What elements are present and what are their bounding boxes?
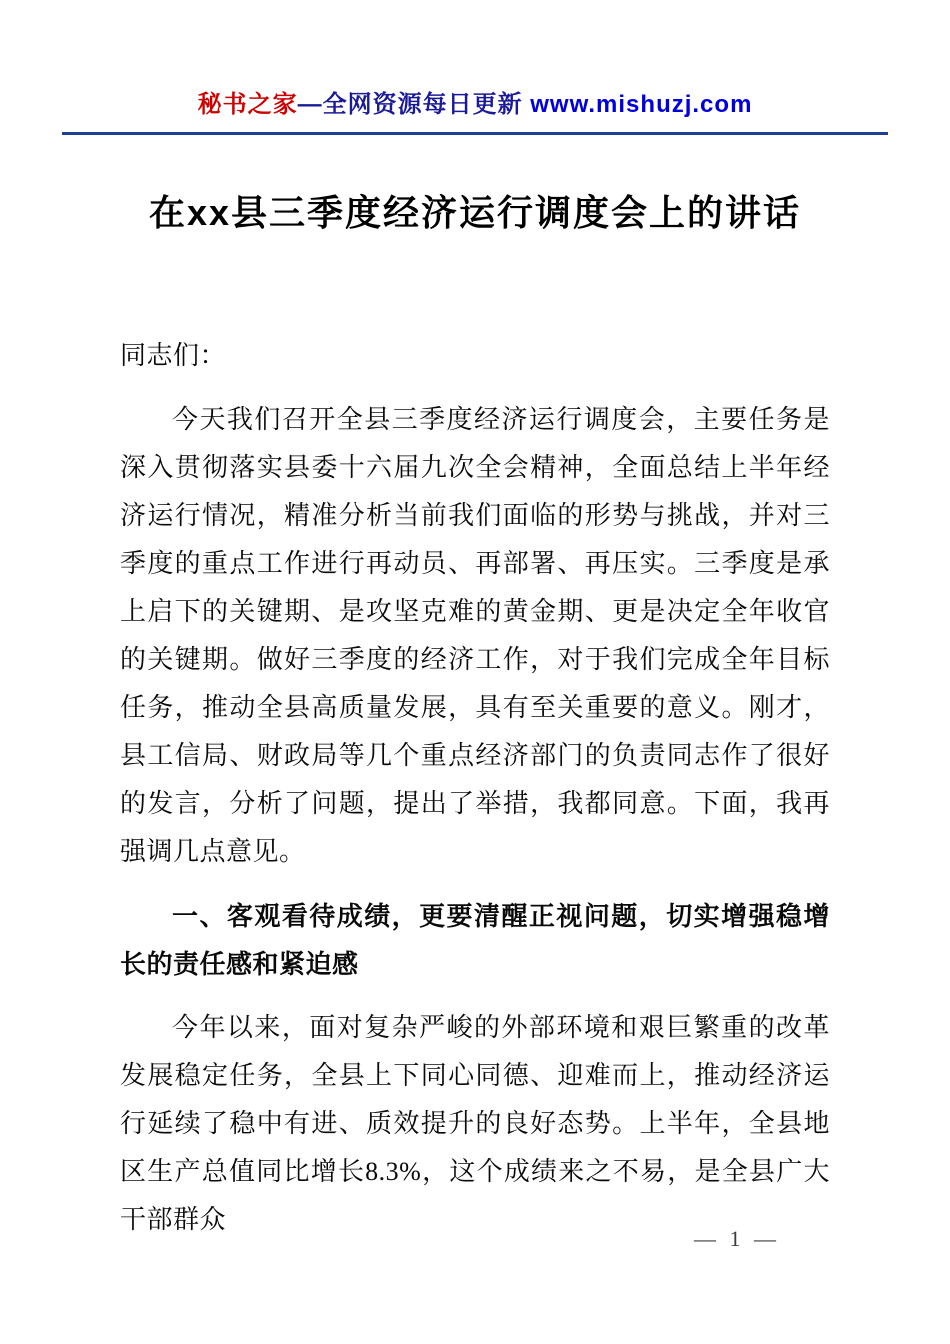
document-body xyxy=(120,332,830,1244)
header-divider xyxy=(62,132,888,135)
page-footer xyxy=(694,1226,780,1252)
site-header xyxy=(0,0,950,119)
site-url-link[interactable]: www.mishuzj.com xyxy=(530,91,753,118)
site-tagline: —全网资源每日更新 xyxy=(297,91,531,118)
site-brand: 秘书之家 xyxy=(197,91,298,118)
paragraph-1: 今天我们召开全县三季度经济运行调度会，主要任务是深入贯彻落实县委十六届九次全会精神，全面总结上半年经济运行情况，精准分析当前我们面临的形势与挑战，并对三季度的重点工作进行再动员、再部署、再压实。三季度是承上启下的关键期、是攻坚克难的黄金期、更是决定全年收官的关键期。做好三季度的经济工作，对于我们完成全年目标任务，推动全县高质量发展，具有至关重要的意义。刚才，县工信局、财政局等几个重点经济部门的负责同志作了很好的发言，分析了问题，提出了举措，我都同意。下面，我再强调几点意见。 xyxy=(120,405,830,866)
salutation: 同志们： xyxy=(120,341,227,370)
page-number: — 1 — xyxy=(694,1226,780,1251)
document-title: 在xx县三季度经济运行调度会上的讲话 xyxy=(148,192,802,233)
section-heading-1: 一、客观看待成绩，更要清醒正视问题，切实增强稳增长的责任感和紧迫感 xyxy=(120,901,830,979)
paragraph-2: 今年以来，面对复杂严峻的外部环境和艰巨繁重的改革发展稳定任务，全县上下同心同德、迎难而上，推动经济运行延续了稳中有进、质效提升的良好态势。上半年，全县地区生产总值同比增长8.3%，这个成绩来之不易，是全县广大干部群众 xyxy=(120,1013,830,1234)
